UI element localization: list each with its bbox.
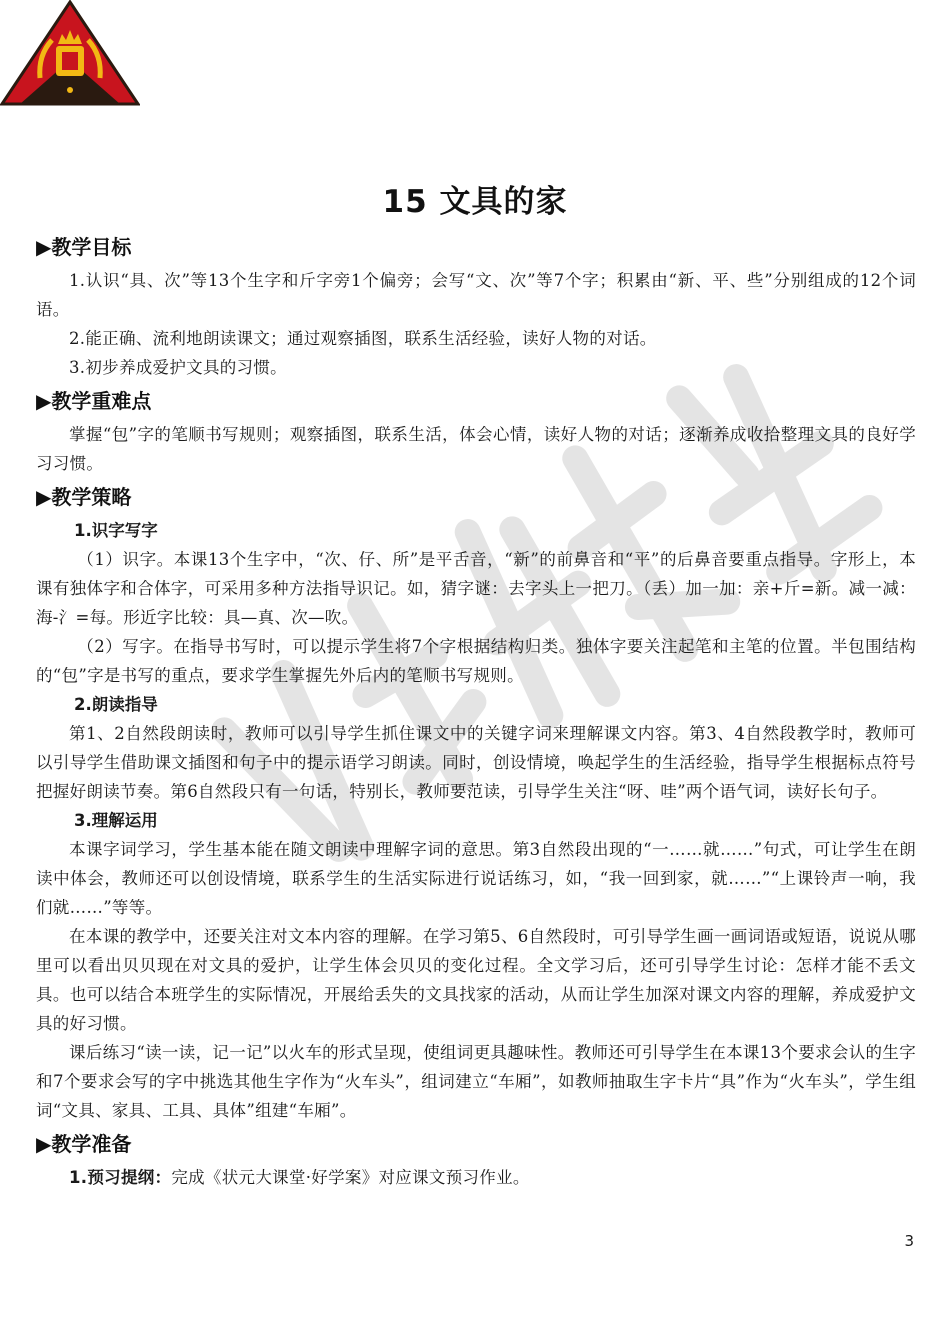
application-p3: 课后练习“读一读，记一记”以火车的形式呈现，使组词更具趣味性。教师还可引导学生在本课13个要求会认的生字和7个要求会写的字中挑选其他生字作为“火车头”，组词建立“车厢”，如教师抽取生字卡片“具”作为“火车头”，学生组词“文具、家具、工具、具体”组建“车厢”。: [36, 1043, 916, 1120]
preparation-label: 1.预习提纲：: [69, 1168, 172, 1187]
goal-1: 1.认识“具、次”等13个生字和斤字旁1个偏旁；会写“文、次”等7个字；积累由“新、平、些”分别组成的12个词语。: [36, 271, 916, 319]
page-number: 3: [904, 1232, 914, 1250]
heading-strategy: ▶教学策略: [36, 485, 132, 509]
application-p2: 在本课的教学中，还要关注对文本内容的理解。在学习第5、6自然段时，可引导学生画一画词语或短语，说说从哪里可以看出贝贝现在对文具的爱护，让学生体会贝贝的变化过程。全文学习后，还可引导学生讨论：怎样才能不丢文具。也可以结合本班学生的实际情况，开展给丢失的文具找家的活动，从而让学生加深对课文内容的理解，养成爱护文具的好习惯。: [36, 927, 916, 1033]
subheading-application: 3.理解运用: [74, 811, 158, 830]
key-points-text: 掌握“包”字的笔顺书写规则；观察插图，联系生活，体会心情，读好人物的对话；逐渐养成收拾整理文具的良好学习习惯。: [36, 425, 916, 473]
goal-3: 3.初步养成爱护文具的习惯。: [69, 358, 287, 377]
subheading-literacy: 1.识字写字: [74, 521, 158, 540]
page-title: 15 文具的家: [382, 184, 568, 220]
document-body: [36, 228, 916, 1192]
preparation-item: [36, 1163, 916, 1192]
heading-preparation: ▶教学准备: [36, 1132, 132, 1156]
heading-goals: ▶教学目标: [36, 235, 132, 259]
literacy-recognition: （1）识字。本课13个生字中，“次、仔、所”是平舌音，“新”的前鼻音和“平”的后鼻音要重点指导。字形上，本课有独体字和合体字，可采用多种方法指导识记。如，猜字谜：去字头上一把刀。（丢）加一加：亲+斤=新。减一减：海-氵=每。形近字比较：具—真、次—吹。: [36, 550, 916, 627]
subheading-reading: 2.朗读指导: [74, 695, 158, 714]
goal-2: 2.能正确、流利地朗读课文；通过观察插图，联系生活经验，读好人物的对话。: [69, 329, 657, 348]
publisher-logo: [0, 0, 140, 106]
reading-guidance: 第1、2自然段朗读时，教师可以引导学生抓住课文中的关键字词来理解课文内容。第3、4自然段教学时，教师可以引导学生借助课文插图和句子中的提示语学习朗读。同时，创设情境，唤起学生的生活经验，指导学生根据标点符号把握好朗读节奏。第6自然段只有一句话，特别长，教师要范读，引导学生关注“呀、哇”两个语气词，读好长句子。: [36, 724, 916, 801]
preparation-text: 完成《状元大课堂·好学案》对应课文预习作业。: [171, 1168, 530, 1187]
application-p1: 本课字词学习，学生基本能在随文朗读中理解字词的意思。第3自然段出现的“一……就……”句式，可让学生在朗读中体会，教师还可以创设情境，联系学生的生活实际进行说话练习，如，“我一回到家，就……”“上课铃声一响，我们就……”等等。: [36, 840, 916, 917]
heading-key-points: ▶教学重难点: [36, 389, 152, 413]
literacy-writing: （2）写字。在指导书写时，可以提示学生将7个字根据结构归类。独体字要关注起笔和主笔的位置。半包围结构的“包”字是书写的重点，要求学生掌握先外后内的笔顺书写规则。: [36, 637, 916, 685]
